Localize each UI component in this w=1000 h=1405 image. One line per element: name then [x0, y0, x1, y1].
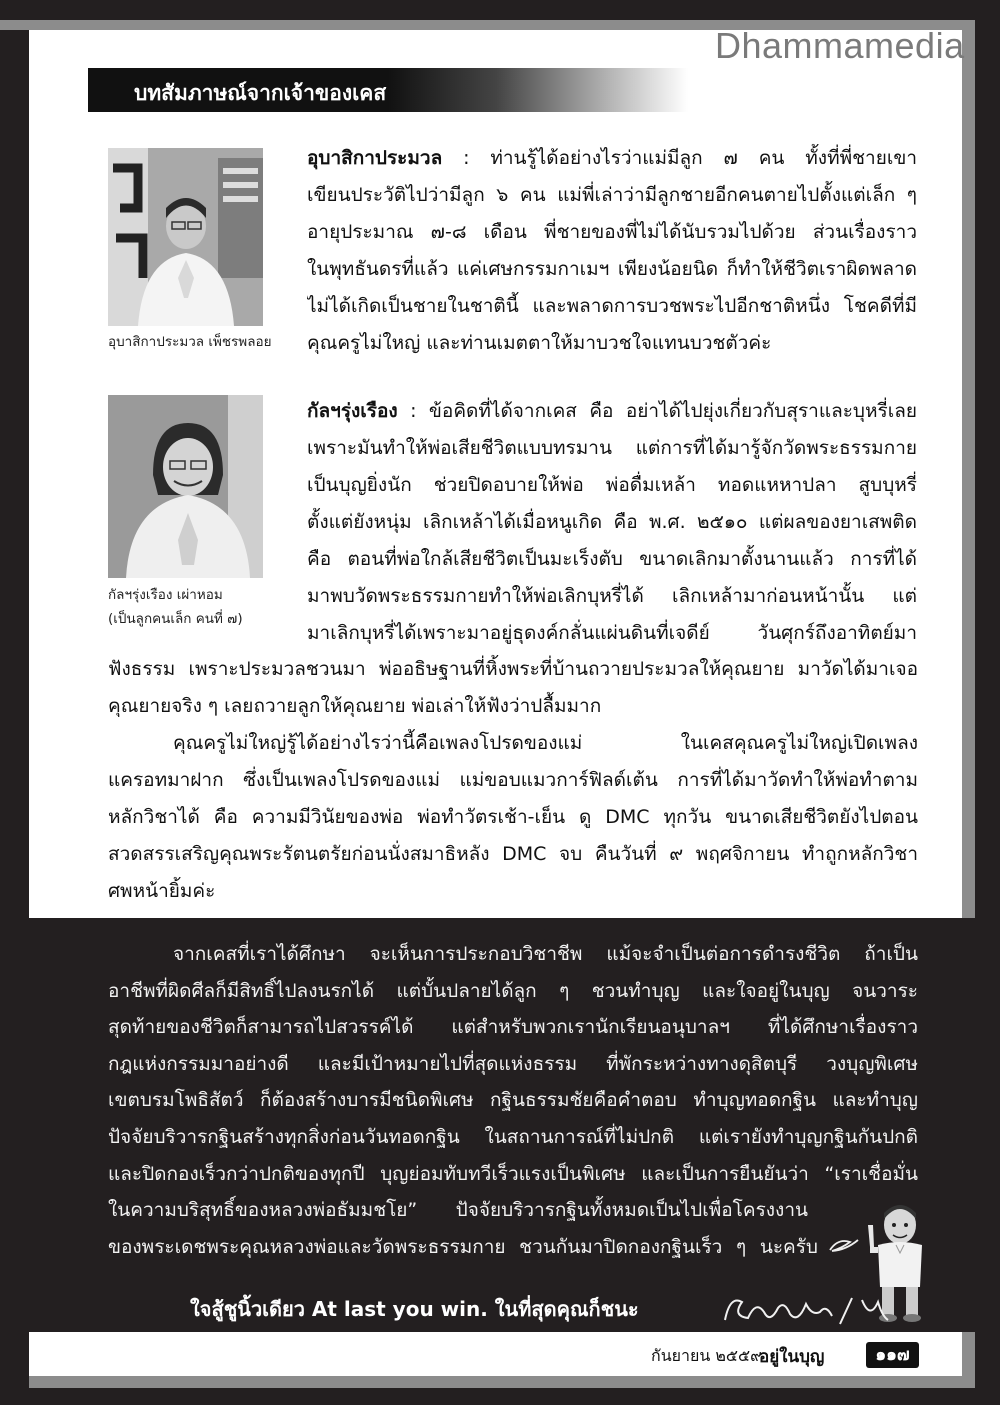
- answer-1-line: อายุประมาณ ๗-๘ เดือน พี่ชายของพี่ไม่ได้นับรวมไปด้วย ส่วนเรื่องราว: [307, 221, 917, 243]
- photo-interviewee-2: [108, 395, 263, 578]
- answer-1-line: ในพุทธันดรที่แล้ว แค่เศษกรรมกาเมฯ เพียงน้อยนิด ก็ทำให้ชีวิตเราผิดพลาด: [307, 258, 917, 280]
- photo-2-caption-line-1: กัลฯรุ่งเรือง เผ่าหอม: [108, 587, 223, 603]
- footer-month: กันยายน ๒๕๕๙: [651, 1346, 762, 1365]
- conclusion-line: และปิดกองเร็วกว่าปกติของทุกปี บุญย่อมทับทวีเร็วแรงเป็นพิเศษ และเป็นการยืนยันว่า “เราเชื่อมั่น: [108, 1162, 918, 1185]
- pen-flourish-icon: [828, 1236, 860, 1254]
- paragraph-line: หลักวิชาได้ คือ ความมีวินัยของพ่อ พ่อทำวัตรเช้า-เย็น ดู DMC ทุกวัน ขนาดเสียชีวิตยังไปตอน: [108, 806, 918, 828]
- conclusion-line: ในความบริสุทธิ์ของหลวงพ่อธัมมชโย” ปัจจัยบริวารกฐินทั้งหมดเป็นไปเพื่อโครงงาน: [108, 1199, 808, 1222]
- page-number: ๑๑๗: [866, 1342, 919, 1368]
- photo-2-caption-line-2: (เป็นลูกคนเล็ก คนที่ ๗): [108, 611, 243, 627]
- conclusion-line: จากเคสที่เราได้ศึกษา จะเห็นการประกอบวิชาชีพ แม้จะจำเป็นต่อการดำรงชีวิต ถ้าเป็น: [173, 943, 918, 965]
- section-banner: [88, 68, 688, 112]
- answer-1-line: คุณครูไม่ใหญ่ และท่านเมตตาให้มาบวชใจแทนบวชตัวค่ะ: [307, 332, 772, 354]
- answer-2-line: กัลฯรุ่งเรือง : ข้อคิดที่ได้จากเคส คือ อย่าได้ไปยุ่งเกี่ยวกับสุราและบุหรี่เลย: [307, 400, 917, 422]
- section-title: บทสัมภาษณ์จากเจ้าของเคส: [134, 81, 387, 105]
- answer-1-line: ไม่ได้เกิดเป็นชายในชาตินี้ และพลาดการบวชพระไปอีกชาติหนึ่ง โชคดีที่มี: [307, 295, 917, 317]
- photo-1-caption: อุบาสิกาประมวล เพ็ชรพลอย: [108, 334, 272, 350]
- conclusion-line: ปัจจัยบริวารกฐินสร้างทุกสิ่งก่อนวันทอดกฐิน ในสถานการณ์ที่ไม่ปกติ แต่เรายังทำบุญกฐินกันปกติ: [108, 1125, 918, 1148]
- paragraph-line: แครอทมาฝาก ซึ่งเป็นเพลงโปรดของแม่ แม่ขอบแมวการ์ฟิลด์เต้น การที่ได้มาวัดทำให้พ่อทำตาม: [108, 769, 918, 791]
- conclusion-line: ของพระเดชพระคุณหลวงพ่อและวัดพระธรรมกาย ชวนกันมาปิดกองกฐินเร็ว ๆ นะครับ: [108, 1235, 818, 1258]
- signature-graphic: [720, 1290, 890, 1330]
- answer-2-paragraph-2: [108, 725, 918, 910]
- conclusion-line: สุดท้ายของชีวิตก็สามารถไปสวรรค์ได้ แต่สำหรับพวกเรานักเรียนอนุบาลฯ ที่ได้ศึกษาเรื่องราว: [108, 1016, 918, 1039]
- answer-2-line: คือ ตอนที่พ่อใกล้เสียชีวิตเป็นมะเร็งตับ ขนาดเลิกมาตั้งนานแล้ว การที่ได้: [307, 548, 917, 570]
- photo-interviewee-1: [108, 148, 263, 326]
- footer-frame-bottom: [29, 1376, 975, 1388]
- conclusion-text: [108, 936, 918, 1265]
- conclusion-line: เขตบรมโพธิสัตว์ ก็ต้องสร้างบารมีชนิดพิเศษ กฐินธรรมชัยคือคำตอบ ทำบุญทอดกฐิน และทำบุญ: [108, 1089, 918, 1112]
- answer-1-line: เขียนประวัติไปว่ามีลูก ๖ คน แม่พี่เล่าว่ามีลูกชายอีกคนตายไปตั้งแต่เล็ก ๆ: [307, 184, 917, 206]
- speaker-2: กัลฯรุ่งเรือง: [307, 400, 398, 422]
- answer-2-line: คุณยายจริง ๆ เลยถวายลูกให้คุณยาย พ่อเล่าให้ฟังว่าปลื้มมาก: [108, 695, 602, 717]
- answer-2-line: มาเลิกบุหรี่ได้เพราะมาอยู่ธุดงค์กลั่นแผ่นดินที่เจดีย์ วันศุกร์ถึงอาทิตย์มา: [307, 622, 917, 644]
- answer-2-continued: [108, 651, 918, 725]
- photo-2-caption: [108, 583, 243, 631]
- paragraph-line: สวดสรรเสริญคุณพระรัตนตรัยก่อนนั่งสมาธิหลัง DMC จบ คืนวันที่ ๙ พฤศจิกายน ทำถูกหลักวิชา: [108, 843, 918, 865]
- answer-2-line: มาพบวัดพระธรรมกายทำให้พ่อเลิกบุหรี่ได้ เลิกเหล้ามาก่อนหน้านั้น แต่: [307, 585, 917, 607]
- answer-2: [307, 393, 917, 652]
- answer-2-line: เพราะมันทำให้พ่อเสียชีวิตแบบทรมาน แต่การที่ได้มารู้จักวัดพระธรรมกาย: [307, 437, 917, 459]
- paragraph-line: ศพหน้ายิ้มค่ะ: [108, 880, 216, 902]
- answer-2-line: เป็นบุญยิ่งนัก ช่วยปิดอบายให้พ่อ พ่อดื่มเหล้า ทอดแหหาปลา สูบบุหรี่: [307, 474, 917, 496]
- right-frame-bar: [962, 20, 975, 918]
- footer-magazine-name: อยู่ในบุญ: [759, 1347, 825, 1367]
- answer-1: [307, 140, 917, 362]
- closing-quote: ใจสู้ชูนิ้วเดียว At last you win. ในที่สุดคุณก็ชนะ: [190, 1297, 639, 1321]
- watermark: Dhammamedia: [715, 25, 965, 66]
- answer-2-line: ฟังธรรม เพราะประมวลชวนมา พ่ออธิษฐานที่หิ้งพระที่บ้านถวายประมวลให้คุณยาย มาวัดได้มาเจอ: [108, 658, 918, 680]
- answer-1-line: อุบาสิกาประมวล : ท่านรู้ได้อย่างไรว่าแม่มีลูก ๗ คน ทั้งที่พี่ชายเขา: [307, 147, 917, 169]
- answer-2-line: ตั้งแต่ยังหนุ่ม เลิกเหล้าได้เมื่อหนูเกิด คือ พ.ศ. ๒๕๑๐ แต่ผลของยาเสพติด: [307, 511, 917, 533]
- speaker-1: อุบาสิกาประมวล: [307, 147, 443, 169]
- conclusion-line: กฎแห่งกรรมมาอย่างดี และมีเป้าหมายไปที่สุดแห่งธรรม ที่พักระหว่างทางดุสิตบุรี วงบุญพิเศษ: [108, 1052, 918, 1075]
- conclusion-line: อาชีพที่ผิดศีลก็มีสิทธิ์ไปลงนรกได้ แต่บั้นปลายได้ลูก ๆ ชวนทำบุญ และใจอยู่ในบุญ จนวาระ: [108, 979, 918, 1002]
- paragraph-line: คุณครูไม่ใหญ่รู้ได้อย่างไรว่านี้คือเพลงโปรดของแม่ ในเคสคุณครูไม่ใหญ่เปิดเพลง: [173, 732, 918, 754]
